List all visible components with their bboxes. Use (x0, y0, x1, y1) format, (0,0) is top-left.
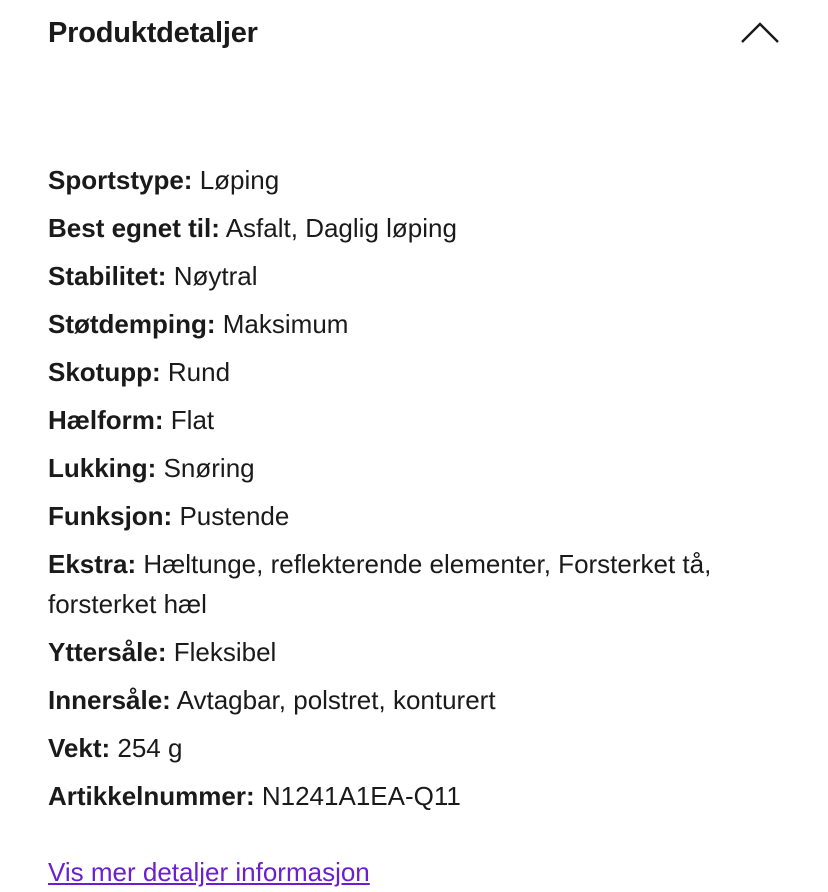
detail-row-innersale (48, 680, 780, 720)
chevron-up-icon[interactable] (740, 21, 780, 45)
detail-key: Ekstra: (48, 549, 137, 579)
detail-row-yttersale (48, 632, 780, 672)
detail-value: Flat (170, 405, 215, 435)
detail-value: Avtagbar, polstret, konturert (176, 685, 496, 715)
detail-key: Hælform: (48, 405, 164, 435)
detail-row-skotupp (48, 352, 780, 392)
product-details-list (48, 160, 780, 824)
detail-value: Pustende (179, 501, 290, 531)
detail-key: Artikkelnummer: (48, 781, 255, 811)
detail-key: Vekt: (48, 733, 111, 763)
detail-row-stotdemping (48, 304, 780, 344)
detail-row-sportstype (48, 160, 780, 200)
detail-key: Yttersåle: (48, 637, 167, 667)
section-title: Produktdetaljer (48, 16, 258, 49)
detail-row-lukking (48, 448, 780, 488)
detail-key: Skotupp: (48, 357, 161, 387)
detail-value: Maksimum (222, 309, 349, 339)
detail-value: Nøytral (173, 261, 258, 291)
detail-value: Hæltunge, reflekterende elementer, Forsterket tå, forsterket hæl (48, 549, 712, 619)
detail-key: Funksjon: (48, 501, 173, 531)
detail-row-ekstra (48, 544, 780, 624)
detail-value: Fleksibel (173, 637, 277, 667)
detail-key: Sportstype: (48, 165, 193, 195)
detail-value: Løping (199, 165, 280, 195)
detail-value: Snøring (163, 453, 255, 483)
detail-row-funksjon (48, 496, 780, 536)
detail-row-vekt (48, 728, 780, 768)
detail-key: Innersåle: (48, 685, 171, 715)
detail-row-stabilitet (48, 256, 780, 296)
more-info-link[interactable]: Vis mer detaljer informasjon (48, 857, 370, 887)
detail-key: Best egnet til: (48, 213, 220, 243)
product-details-header[interactable] (48, 12, 780, 54)
detail-key: Stabilitet: (48, 261, 167, 291)
detail-row-artikkelnummer (48, 776, 780, 816)
detail-value: N1241A1EA-Q11 (261, 781, 461, 811)
detail-row-haelform (48, 400, 780, 440)
detail-value: Rund (167, 357, 231, 387)
detail-key: Støtdemping: (48, 309, 216, 339)
detail-row-best-egnet (48, 208, 780, 248)
detail-key: Lukking: (48, 453, 157, 483)
detail-value: 254 g (117, 733, 183, 763)
detail-value: Asfalt, Daglig løping (225, 213, 457, 243)
